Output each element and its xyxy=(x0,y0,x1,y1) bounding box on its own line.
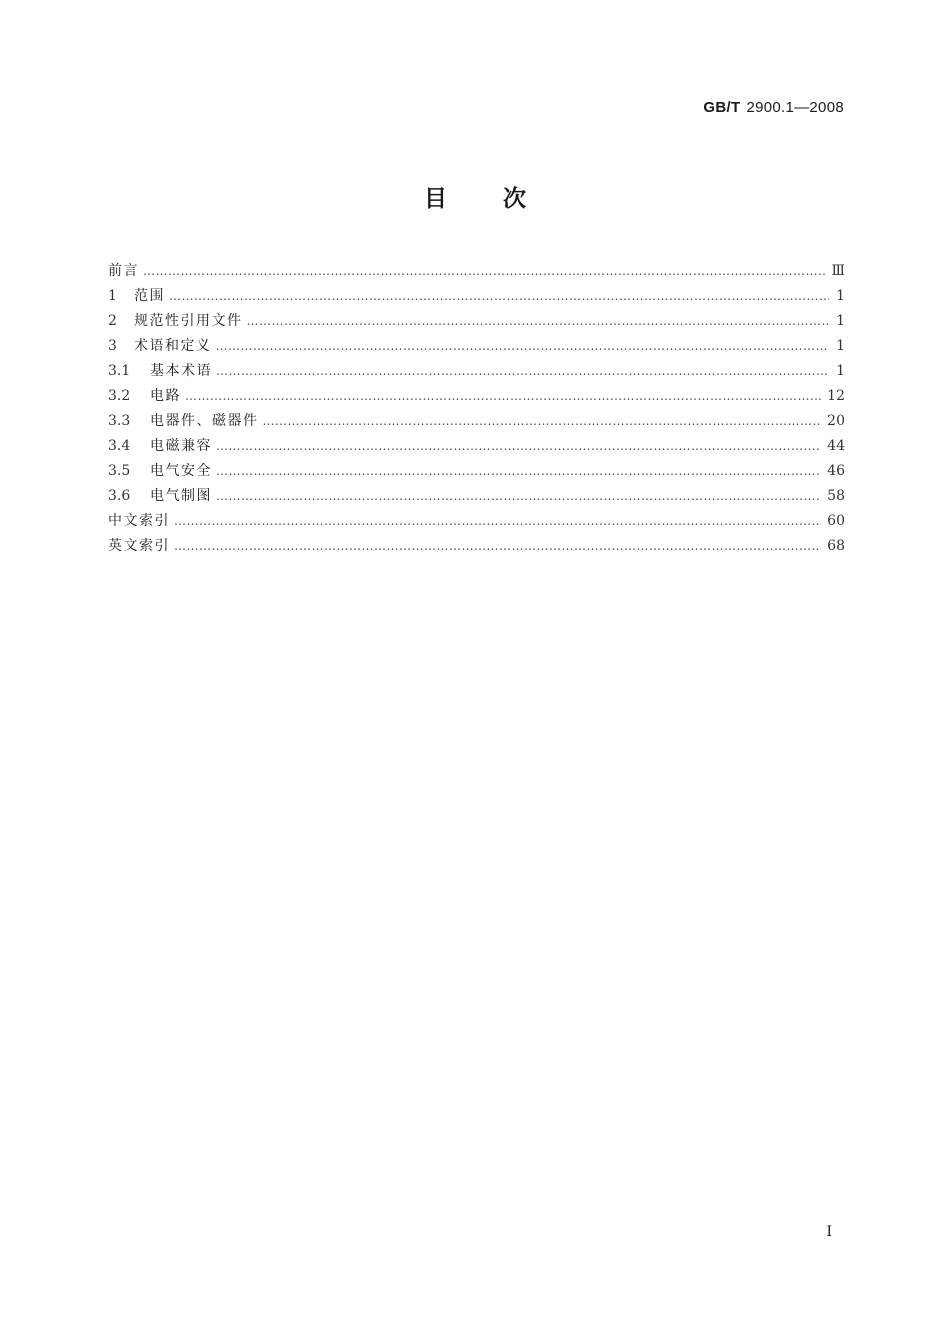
toc-leader xyxy=(247,309,830,334)
toc-leader xyxy=(216,459,821,484)
toc-list xyxy=(108,259,845,559)
toc-entry-page: 20 xyxy=(827,413,845,429)
toc-entry-label: 规范性引用文件 xyxy=(134,313,243,329)
toc-leader xyxy=(174,509,821,534)
toc-entry-number: 3.6 xyxy=(108,488,131,504)
toc-leader xyxy=(185,384,821,409)
toc-entry-number: 3.1 xyxy=(108,363,131,379)
toc-entry-label: 电路 xyxy=(150,388,181,404)
toc-entry-number: 3 xyxy=(108,338,117,354)
toc-entry-label: 范围 xyxy=(134,288,165,304)
toc-leader xyxy=(143,259,825,284)
toc-entry-3-2[interactable] xyxy=(108,384,845,409)
toc-entry-label: 术语和定义 xyxy=(134,338,212,354)
toc-entry-2[interactable] xyxy=(108,309,845,334)
toc-leader xyxy=(216,334,830,359)
standard-number xyxy=(703,99,844,116)
toc-entry-page: 60 xyxy=(827,513,845,529)
toc-entry-number: 3.2 xyxy=(108,388,131,404)
toc-entry-3[interactable] xyxy=(108,334,845,359)
page-number: I xyxy=(826,1224,832,1240)
toc-entry-number: 1 xyxy=(108,288,117,304)
standard-number-value: 2900.1—2008 xyxy=(746,99,844,116)
toc-leader xyxy=(169,284,829,309)
toc-entry-page: Ⅲ xyxy=(831,263,845,279)
toc-leader xyxy=(174,534,821,559)
toc-entry-page: 1 xyxy=(836,288,845,304)
toc-entry-label: 电器件、磁器件 xyxy=(150,413,259,429)
toc-entry-page: 46 xyxy=(827,463,845,479)
standard-code: GB/T xyxy=(703,99,741,116)
toc-entry-label: 英文索引 xyxy=(108,538,170,554)
toc-entry-3-1[interactable] xyxy=(108,359,845,384)
toc-entry-number: 3.5 xyxy=(108,463,131,479)
toc-entry-page: 58 xyxy=(827,488,845,504)
toc-leader xyxy=(216,359,829,384)
toc-entry-page: 1 xyxy=(836,363,845,379)
toc-entry-number: 3.4 xyxy=(108,438,131,454)
toc-entry-1[interactable] xyxy=(108,284,845,309)
toc-entry-page: 12 xyxy=(827,388,845,404)
toc-title xyxy=(0,180,950,213)
toc-entry-page: 68 xyxy=(827,538,845,554)
toc-entry-page: 1 xyxy=(836,338,845,354)
toc-title-part1: 目 xyxy=(424,186,447,212)
toc-entry-3-3[interactable] xyxy=(108,409,845,434)
toc-entry-page: 44 xyxy=(827,438,845,454)
toc-entry-3-5[interactable] xyxy=(108,459,845,484)
toc-entry-label: 电磁兼容 xyxy=(150,438,212,454)
toc-entry-preface[interactable] xyxy=(108,259,845,284)
toc-entry-label: 前言 xyxy=(108,263,139,279)
toc-leader xyxy=(216,434,821,459)
toc-entry-number: 3.3 xyxy=(108,413,131,429)
toc-entry-3-6[interactable] xyxy=(108,484,845,509)
toc-entry-chinese-index[interactable] xyxy=(108,509,845,534)
toc-entry-english-index[interactable] xyxy=(108,534,845,559)
toc-entry-3-4[interactable] xyxy=(108,434,845,459)
toc-entry-label: 中文索引 xyxy=(108,513,170,529)
toc-leader xyxy=(216,484,821,509)
toc-entry-number: 2 xyxy=(108,313,117,329)
toc-entry-page: 1 xyxy=(836,313,845,329)
toc-entry-label: 电气安全 xyxy=(150,463,212,479)
toc-entry-label: 基本术语 xyxy=(150,363,212,379)
toc-title-part2: 次 xyxy=(503,186,526,212)
toc-entry-label: 电气制图 xyxy=(150,488,212,504)
toc-leader xyxy=(263,409,822,434)
